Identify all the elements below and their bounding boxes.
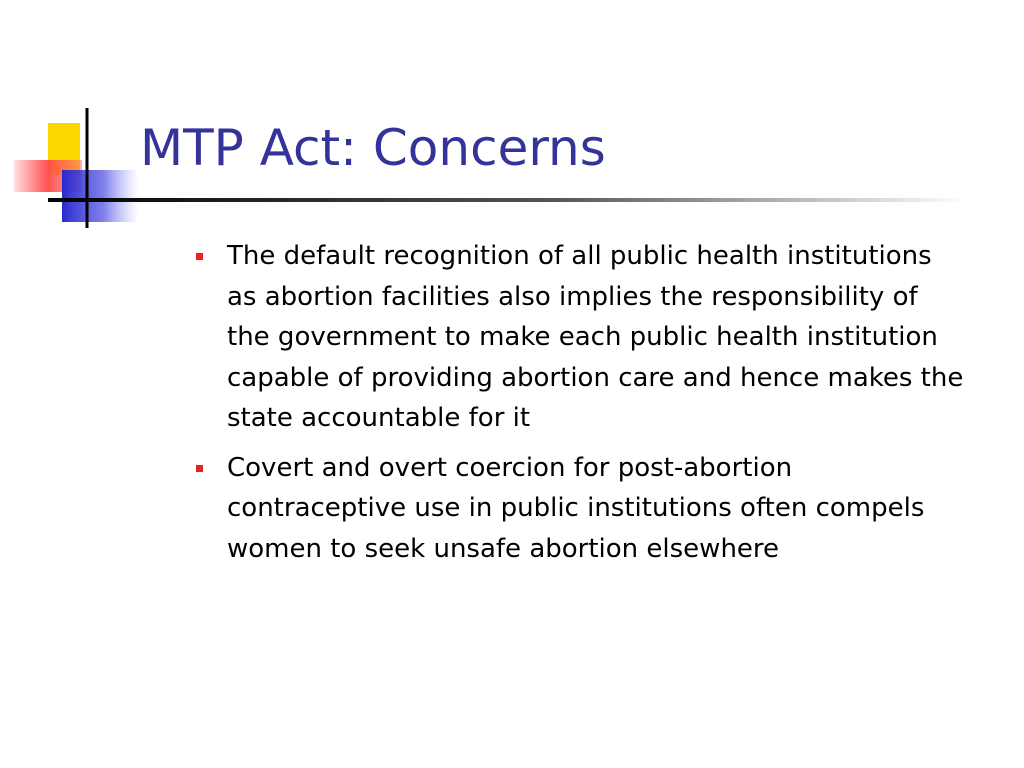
bullet-list <box>196 236 966 578</box>
slide-title: MTP Act: Concerns <box>140 119 606 177</box>
bullet-square-icon <box>196 465 203 472</box>
bullet-square-icon <box>196 253 203 260</box>
bullet-item <box>196 448 966 570</box>
bullet-text: The default recognition of all public health institutions as abortion facilities also implies the responsibility of the government to make each public health institution capable of providing abortion care and hence makes the state accountable for it <box>227 241 964 433</box>
title-underline <box>48 198 968 202</box>
bullet-text: Covert and overt coercion for post-abortion contraceptive use in public institutions often compels women to seek unsafe abortion elsewhere <box>227 452 925 564</box>
deco-blue-block <box>62 170 138 222</box>
bullet-item <box>196 236 966 439</box>
